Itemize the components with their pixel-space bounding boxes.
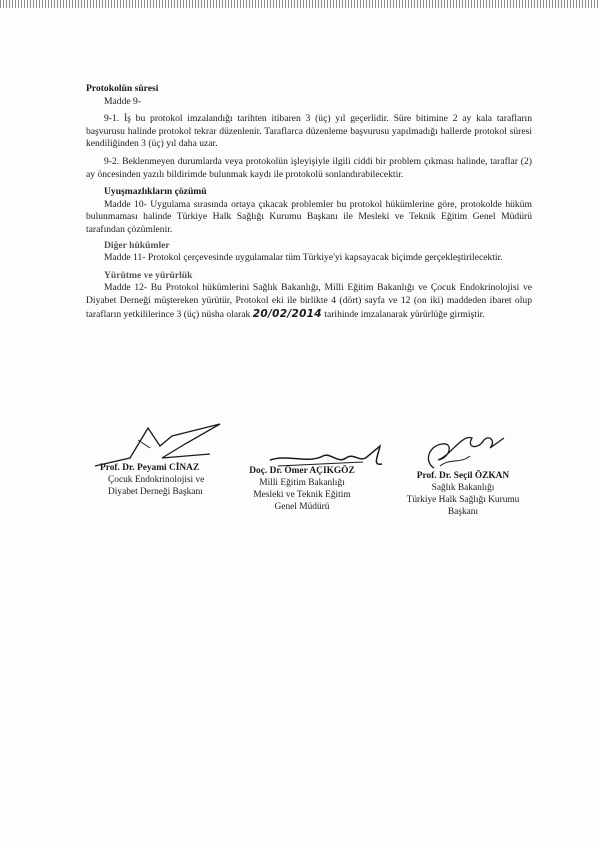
heading-duration: Protokolün süresi [86, 83, 159, 94]
signatory-title: Genel Müdürü [274, 502, 330, 512]
article-12-text: Madde 12- Bu Protokol hükümlerini Sağlık Bakanlığı, Milli Eğitim Bakanlığı ve Çocuk Endokrinolojisi ve Diyabet Derneği müştereken yürütür, Protokol eki ile birlikte 4 (dört) sayfa ve 12 (on iki) maddeden ibaret olup tarafların yetkililerince 3 (üç) nüsha olarak [86, 282, 532, 320]
document-body [86, 80, 532, 321]
signatory-title: Diyabet Derneği Başkanı [108, 487, 203, 497]
signatory-title: Çocuk Endokrinolojisi ve [108, 475, 205, 485]
paragraph-article-12 [86, 282, 532, 321]
paragraph-article-11: Madde 11- Protokol çerçevesinde uygulamalar tüm Türkiye'yi kapsayacak biçimde gerçekleştirilecektir. [104, 252, 503, 264]
signatory-acikgoz [237, 465, 367, 513]
heading-enforcement: Yürütme ve yürürlük [104, 269, 193, 281]
signatory-name: Prof. Dr. Seçil ÖZKAN [416, 471, 510, 481]
signatory-title: Sağlık Bakanlığı [431, 483, 495, 493]
signatory-title: Mesleki ve Teknik Eğitim [253, 490, 351, 500]
signatory-title: Milli Eğitim Bakanlığı [259, 478, 345, 488]
signatory-title: Başkanı [447, 507, 479, 517]
signatory-cinaz [70, 462, 265, 498]
paragraph-9-1: 9-1. İş bu protokol imzalandığı tarihten itibaren 3 (üç) yıl geçerlidir. Süre bitimine 2 ay kala tarafların başvurusu halinde protokol tekrar düzenlenir. Taraflarca düzenleme başvurusu yapılmadığı hallerde protokol süresi kendiliğinden 3 (üç) yıl daha uzar. [86, 113, 532, 150]
heading-other-provisions: Diğer hükümler [104, 239, 170, 251]
signatory-name: Prof. Dr. Peyami CİNAZ [100, 463, 200, 473]
signatory-title: Türkiye Halk Sağlığı Kurumu [406, 495, 520, 505]
signatory-ozkan [383, 470, 543, 518]
scan-edge-artifact [0, 0, 600, 8]
paragraph-9-2: 9-2. Beklenmeyen durumlarda veya protokolün işleyişiyle ilgili ciddi bir problem çıkması halinde, taraflar (2) ay öncesinden yazılı bildirimde bulunmak kaydı ile protokolü sonlandırabilecektir. [86, 155, 532, 180]
article-12-text-end: tarihinde imzalanarak yürürlüğe girmiştir. [324, 308, 485, 320]
heading-disputes: Uyuşmazlıkların çözümü [104, 186, 207, 198]
handwritten-date: 20/02/2014 [252, 307, 322, 320]
paragraph-article-10: Madde 10- Uygulama sırasında ortaya çıkacak problemler bu protokol hükümlerine göre, protokolde hüküm bulunmaması halinde Türkiye Halk Sağlığı Kurumu Başkanı ile Mesleki ve Teknik Eğitim Genel Müdürü tarafından çözümlenir. [86, 198, 532, 235]
article-9-label: Madde 9- [104, 95, 142, 107]
signatory-name: Doç. Dr. Ömer AÇIKGÖZ [249, 466, 355, 476]
